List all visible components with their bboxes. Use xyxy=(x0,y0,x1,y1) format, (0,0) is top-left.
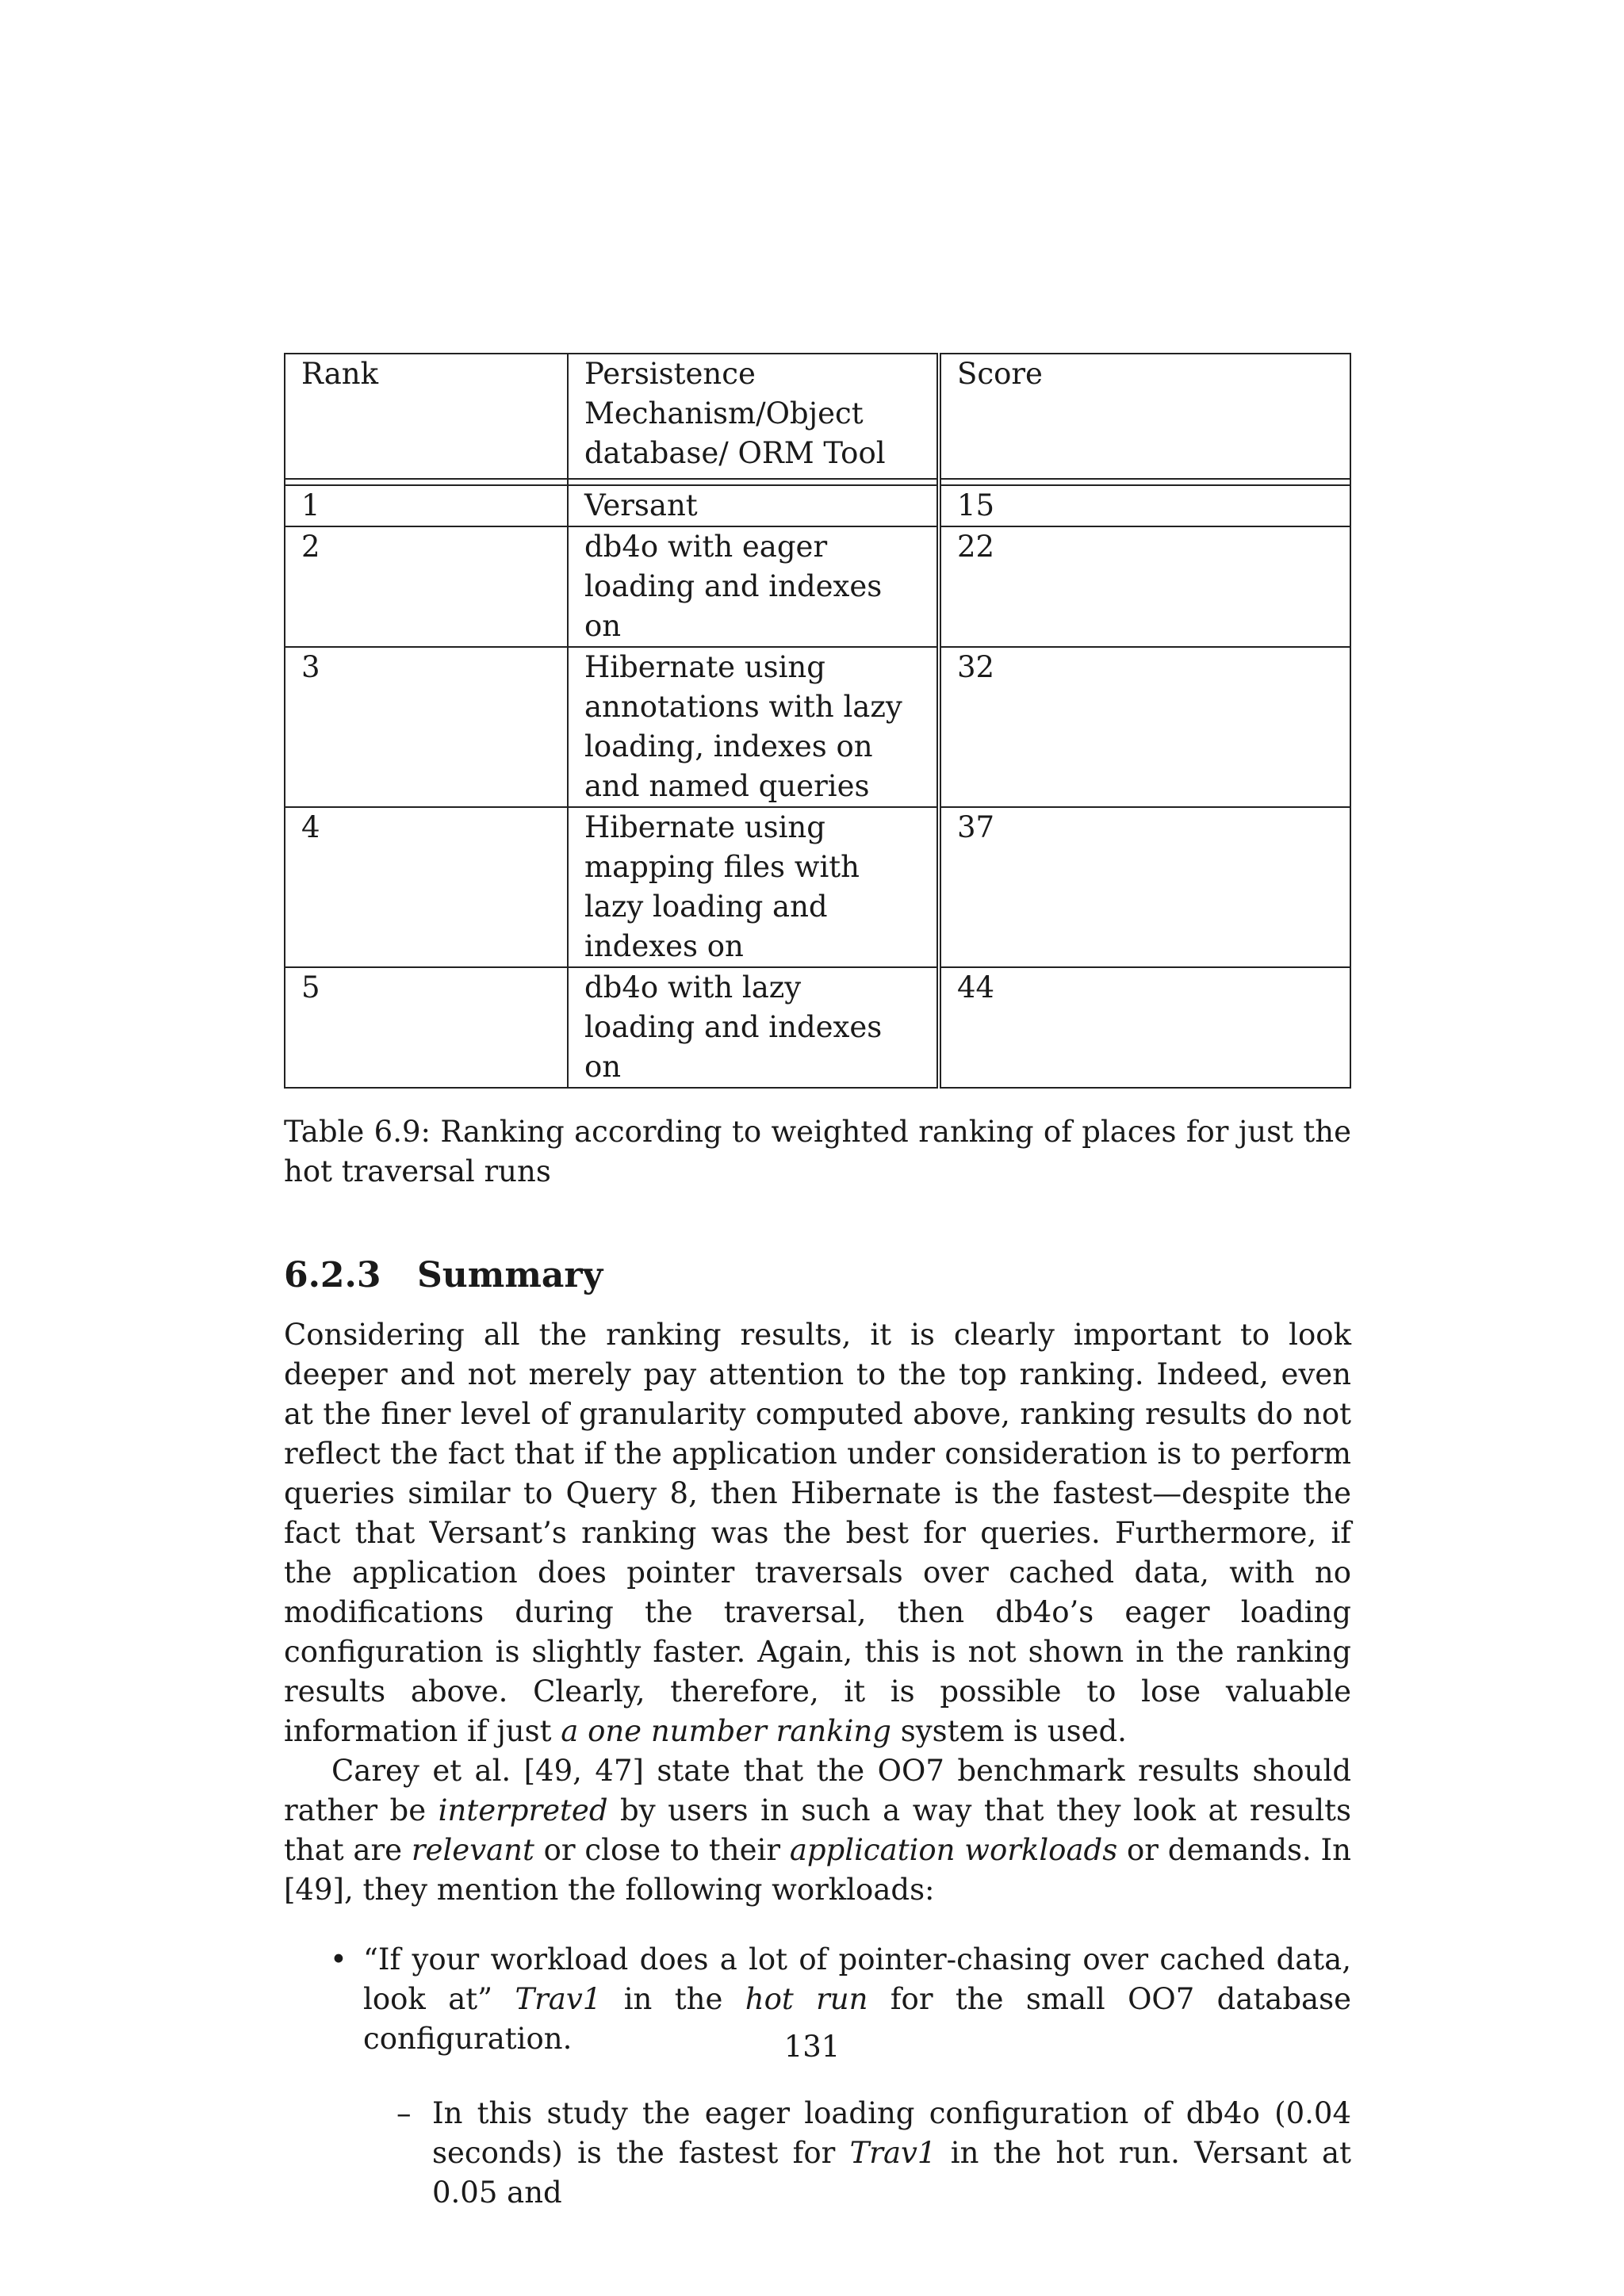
table-row xyxy=(285,967,1350,1088)
text-run: for the small OO7 database configuration. xyxy=(363,1982,1351,2056)
cell-score: 44 xyxy=(939,967,1350,1088)
text-run: or demands. In [49], they mention the following workloads: xyxy=(284,1833,1352,1907)
sub-list xyxy=(284,2094,1351,2213)
text-run: Carey et al. [49, 47] state that the OO7 benchmark results should rather be xyxy=(284,1754,1351,1827)
list-item xyxy=(284,2094,1351,2213)
cell-score: 32 xyxy=(939,647,1350,807)
emphasis-text: Trav1 xyxy=(849,2136,936,2170)
text-run: system is used. xyxy=(891,1714,1127,1748)
header-mechanism: Persistence Mechanism/Object database/ ORM Tool xyxy=(568,354,939,479)
section-number: 6.2.3 xyxy=(284,1255,381,1295)
text-run: in the xyxy=(601,1982,745,2016)
cell-rank: 3 xyxy=(285,647,568,807)
text-run: In this study the eager loading configuration of db4o (0.04 seconds) is the fastest for xyxy=(432,2096,1351,2170)
header-separator xyxy=(285,479,1350,485)
cell-mechanism: Hibernate using mapping files with lazy loading and indexes on xyxy=(568,807,939,967)
table-row xyxy=(285,807,1350,967)
emphasis-text: a one number ranking xyxy=(561,1714,891,1748)
cell-score: 15 xyxy=(939,485,1350,526)
emphasis-text: application workloads xyxy=(789,1833,1118,1867)
paragraph-carey xyxy=(284,1751,1351,1910)
cell-mechanism: db4o with lazy loading and indexes on xyxy=(568,967,939,1088)
cell-mechanism: Versant xyxy=(568,485,939,526)
emphasis-text: hot run xyxy=(745,1982,868,2016)
bullet-marker: • xyxy=(330,1942,347,1976)
table-row xyxy=(285,647,1350,807)
cell-score: 22 xyxy=(939,526,1350,647)
cell-mechanism: db4o with eager loading and indexes on xyxy=(568,526,939,647)
cell-score: 37 xyxy=(939,807,1350,967)
text-run: in the hot run. Versant at 0.05 and xyxy=(432,2136,1351,2210)
header-rank: Rank xyxy=(285,354,568,479)
emphasis-text: interpreted xyxy=(438,1793,608,1827)
cell-rank: 5 xyxy=(285,967,568,1088)
cell-mechanism: Hibernate using annotations with lazy loading, indexes on and named queries xyxy=(568,647,939,807)
cell-rank: 2 xyxy=(285,526,568,647)
table-row xyxy=(285,526,1350,647)
table-row xyxy=(285,485,1350,526)
dash-marker: – xyxy=(396,2096,412,2130)
page-content xyxy=(284,353,1351,2213)
ranking-table xyxy=(284,353,1351,1089)
text-run: by users in such a way that they look at results that are xyxy=(284,1793,1351,1867)
header-score: Score xyxy=(939,354,1350,479)
section-title: Summary xyxy=(417,1255,603,1295)
table-caption: Table 6.9: Ranking according to weighted ranking of places for just the hot traversal runs xyxy=(284,1115,1351,1188)
emphasis-text: relevant xyxy=(411,1833,534,1867)
page-number: 131 xyxy=(783,2030,841,2064)
emphasis-text: Trav1 xyxy=(515,1982,602,2016)
text-run: Considering all the ranking results, it is clearly important to look deeper and not merely pay attention to the top ranking. Indeed, even at the finer level of granularity computed above, ranking results do not reflect the fact that if the application under consideration is to perform queries similar to Query 8, then Hibernate is the fastest—despite the fact that Versant’s ranking was the best for queries. Furthermore, if the application does pointer traversals over cached data, with no modifications during the traversal, then db4o’s eager loading configuration is slightly faster. Again, this is not shown in the ranking results above. Clearly, therefore, it is possible to lose valuable information if just xyxy=(284,1318,1351,1748)
text-run: “If your workload does a lot of pointer-chasing over cached data, look at” xyxy=(363,1942,1351,2016)
section-heading xyxy=(284,1253,1351,1298)
cell-rank: 4 xyxy=(285,807,568,967)
paragraph-summary xyxy=(284,1315,1351,1751)
table-header-row xyxy=(285,354,1350,479)
text-run: or close to their xyxy=(534,1833,790,1867)
cell-rank: 1 xyxy=(285,485,568,526)
